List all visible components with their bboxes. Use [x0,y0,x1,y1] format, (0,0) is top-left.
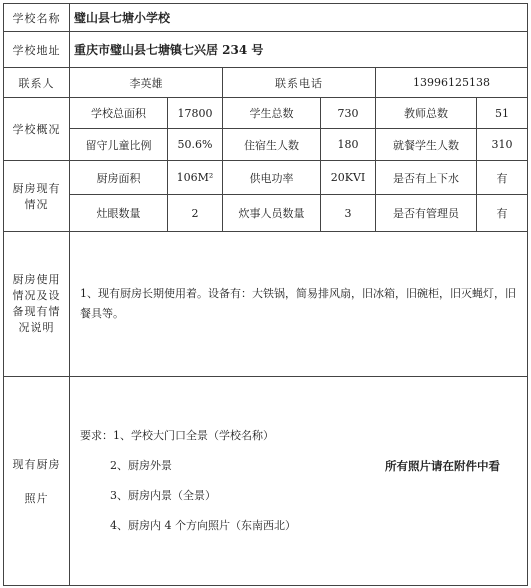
photo-req-3: 3、厨房内景（全景） [110,489,216,502]
phone-label: 联系电话 [223,68,376,98]
dining-count-value: 310 [477,129,528,161]
student-count-value: 730 [321,98,376,129]
row-usage [4,232,528,377]
stove-count-value: 2 [168,195,223,232]
usage-text: 1、现有厨房长期使用着。设备有：大铁锅，简易排风扇，旧冰箱，旧碗柜，旧灭蝇灯，旧餐具等。 [70,232,528,377]
boarding-count-label: 住宿生人数 [223,129,321,161]
power-value: 20KVI [321,161,376,195]
left-behind-ratio-value: 50.6% [168,129,223,161]
school-name-label: 学校名称 [4,4,70,32]
cook-count-value: 3 [321,195,376,232]
school-name-value: 璧山县七塘小学校 [70,4,528,32]
boarding-count-value: 180 [321,129,376,161]
power-label: 供电功率 [223,161,321,195]
water-label: 是否有上下水 [376,161,477,195]
school-info-form [3,3,528,586]
kitchen-area-value: 106M² [168,161,223,195]
row-kitchen-2 [4,195,528,232]
photos-attachment-note: 所有照片请在附件中看 [385,459,500,473]
row-kitchen-1 [4,161,528,195]
kitchen-area-label: 厨房面积 [70,161,168,195]
photo-req-4: 4、厨房内 4 个方向照片（东南西北） [110,519,296,532]
row-photos [4,377,528,586]
teacher-count-label: 教师总数 [376,98,477,129]
manager-value: 有 [477,195,528,232]
cook-count-label: 炊事人员数量 [223,195,321,232]
water-value: 有 [477,161,528,195]
contact-label: 联系人 [4,68,70,98]
school-address-label: 学校地址 [4,32,70,68]
stove-count-label: 灶眼数量 [70,195,168,232]
kitchen-label: 厨房现有情况 [4,161,70,232]
total-area-value: 17800 [168,98,223,129]
contact-value: 李英雄 [70,68,223,98]
photo-requirements [70,377,528,586]
student-count-label: 学生总数 [223,98,321,129]
photo-req-2-text: 2、厨房外景 [110,459,172,472]
teacher-count-value: 51 [477,98,528,129]
usage-label: 厨房使用情况及设备现有情况说明 [4,232,70,377]
dining-count-label: 就餐学生人数 [376,129,477,161]
row-contact [4,68,528,98]
overview-label: 学校概况 [4,98,70,161]
photos-label-line1: 现有厨房 [12,458,61,471]
manager-label: 是否有管理员 [376,195,477,232]
photos-label [4,377,70,586]
phone-value: 13996125138 [376,68,528,98]
row-school-name [4,4,528,32]
photo-req-1: 要求：1、学校大门口全景（学校名称） [80,429,274,442]
left-behind-ratio-label: 留守儿童比例 [70,129,168,161]
photo-req-2 [80,451,517,481]
row-overview-1 [4,98,528,129]
row-school-address [4,32,528,68]
school-address-value: 重庆市璧山县七塘镇七兴居 234 号 [70,32,528,68]
photos-label-line2: 照片 [24,492,49,505]
row-overview-2 [4,129,528,161]
total-area-label: 学校总面积 [70,98,168,129]
